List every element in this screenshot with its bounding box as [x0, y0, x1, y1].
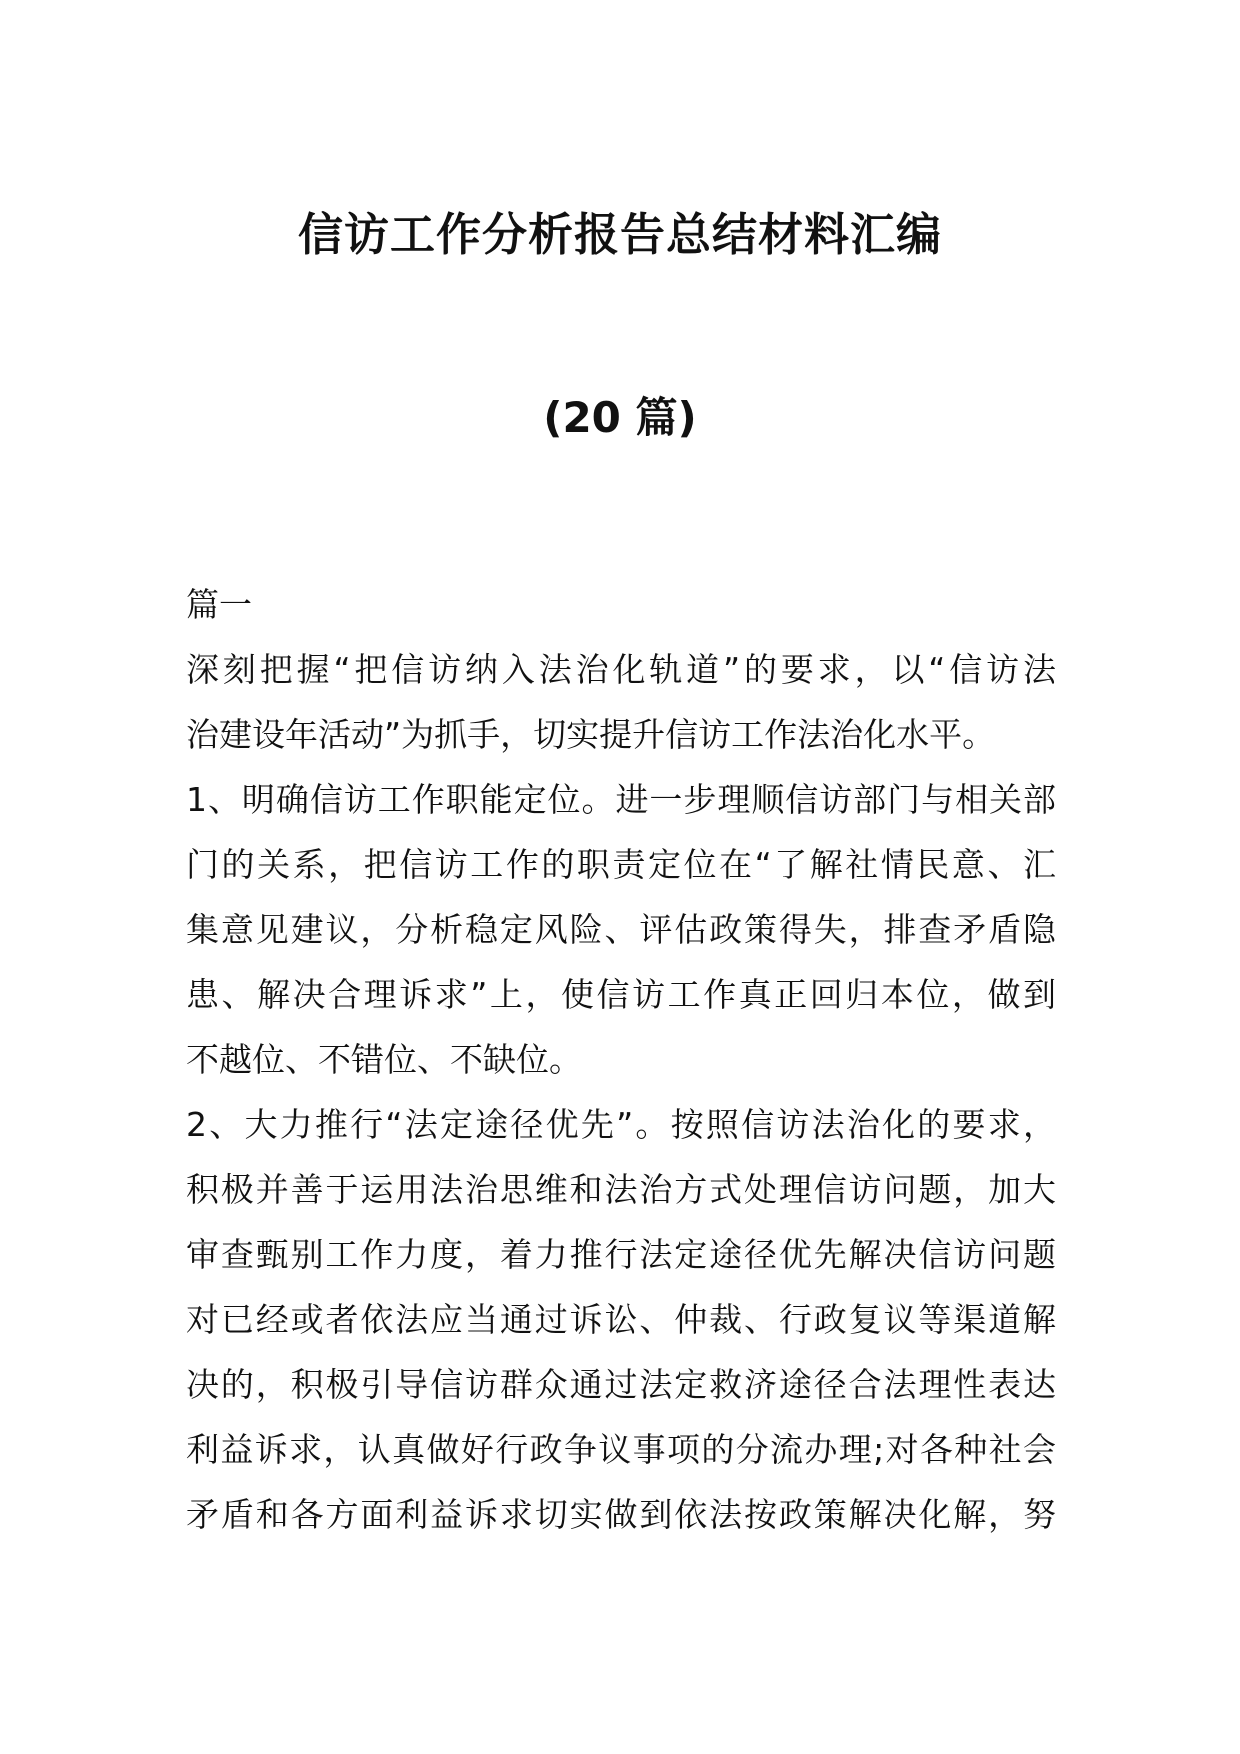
paragraph-line: 利益诉求，认真做好行政争议事项的分流办理;对各种社会 — [186, 1430, 1056, 1469]
paragraph-line: 审查甄别工作力度，着力推行法定途径优先解决信访问题 — [186, 1235, 1056, 1274]
document-title: 信访工作分析报告总结材料汇编 — [297, 208, 942, 261]
paragraph-line: 1、明确信访工作职能定位。进一步理顺信访部门与相关部 — [186, 780, 1056, 819]
paragraph-line: 矛盾和各方面利益诉求切实做到依法按政策解决化解，努 — [186, 1495, 1056, 1534]
section-heading: 篇一 — [186, 585, 252, 624]
paragraph-line: 积极并善于运用法治思维和法治方式处理信访问题，加大 — [186, 1170, 1056, 1209]
paragraph-line: 门的关系，把信访工作的职责定位在“了解社情民意、汇 — [186, 845, 1056, 884]
paragraph-line: 决的，积极引导信访群众通过法定救济途径合法理性表达 — [186, 1365, 1056, 1404]
paragraph-line: 2、大力推行“法定途径优先”。按照信访法治化的要求， — [186, 1105, 1056, 1144]
paragraph-line: 不越位、不错位、不缺位。 — [186, 1040, 582, 1079]
paragraph-line: 患、解决合理诉求”上，使信访工作真正回归本位，做到 — [186, 975, 1056, 1014]
paragraph-line: 对已经或者依法应当通过诉讼、仲裁、行政复议等渠道解 — [186, 1300, 1056, 1339]
paragraph-line: 集意见建议，分析稳定风险、评估政策得失，排查矛盾隐 — [186, 910, 1056, 949]
document-body — [186, 572, 1056, 1547]
paragraph-line: 深刻把握“把信访纳入法治化轨道”的要求，以“信访法 — [186, 650, 1056, 689]
document-subtitle: (20 篇) — [543, 393, 697, 442]
paragraph-line: 治建设年活动”为抓手，切实提升信访工作法治化水平。 — [186, 715, 996, 754]
